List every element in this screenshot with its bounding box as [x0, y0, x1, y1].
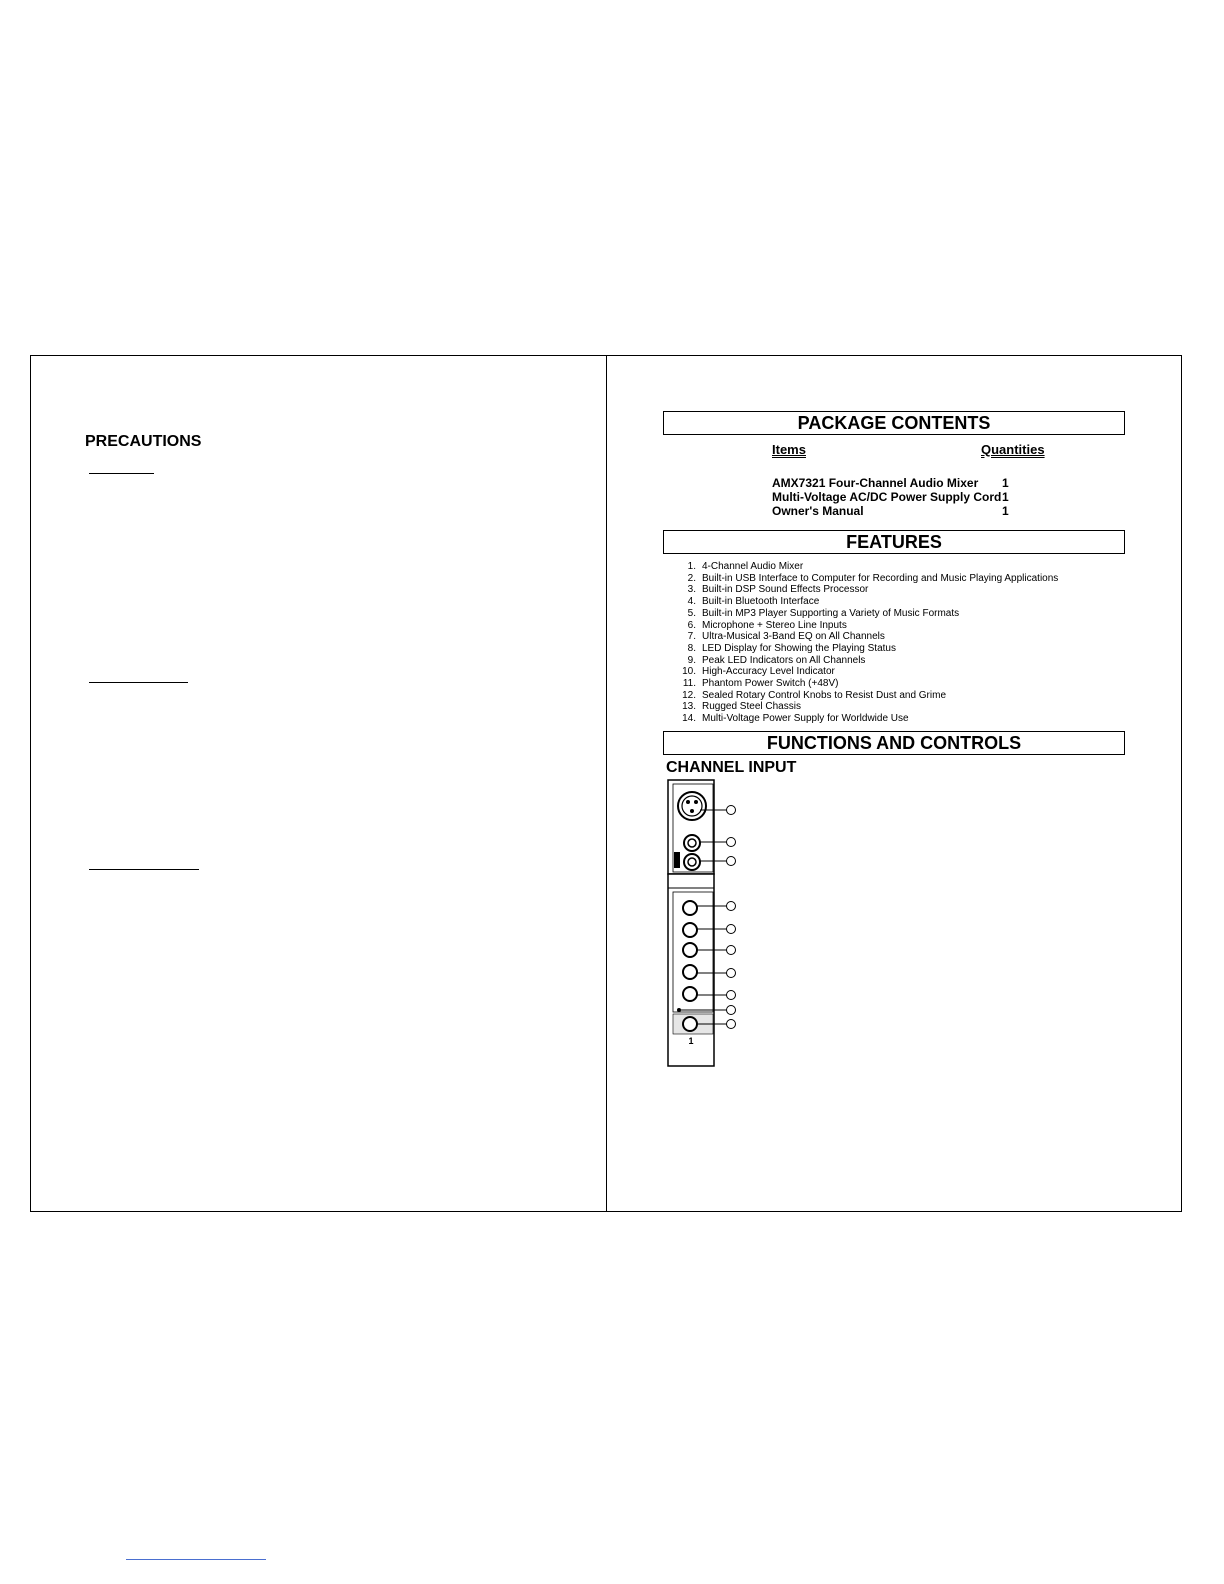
package-row [772, 490, 1042, 504]
feature-item: 6. Microphone + Stereo Line Inputs [687, 619, 847, 631]
feature-item: 1. 4-Channel Audio Mixer [687, 561, 804, 572]
mid-eq-knob-icon [683, 943, 697, 957]
package-row [772, 504, 1042, 518]
channel-strip-diagram [660, 776, 760, 1072]
line-input-jack-icon [684, 835, 700, 851]
xlr-input-icon [678, 792, 706, 820]
phantom-switch-icon [674, 852, 680, 868]
package-item: AMX7321 Four-Channel Audio Mixer [772, 476, 979, 490]
package-qty: 1 [1002, 504, 1009, 518]
low-eq-knob-icon [683, 965, 697, 979]
feature-item: 7. Ultra-Musical 3-Band EQ on All Channels [687, 631, 885, 643]
bottom-link-underline [126, 1559, 266, 1560]
precautions-rule-1 [89, 473, 154, 474]
feature-item: 11. Phantom Power Switch (+48V) [682, 678, 839, 690]
package-item: Multi-Voltage AC/DC Power Supply Cord [772, 490, 1002, 504]
feature-item: 3. Built-in DSP Sound Effects Processor [687, 584, 869, 596]
feature-item: 2. Built-in USB Interface to Computer for Recording and Music Playing Applications [687, 572, 1059, 584]
package-row [772, 476, 1042, 490]
precautions-rule-3 [89, 869, 199, 870]
gain-knob-icon [683, 901, 697, 915]
package-contents-heading: PACKAGE CONTENTS [663, 411, 1125, 435]
page-divider [606, 355, 607, 1212]
feature-item: 13. Rugged Steel Chassis [682, 701, 801, 713]
insert-jack-icon [684, 854, 700, 870]
effect-send-knob-icon [683, 987, 697, 1001]
feature-item: 12. Sealed Rotary Control Knobs to Resist Dust and Grime [682, 689, 946, 701]
features-list [670, 561, 1058, 725]
feature-item: 9. Peak LED Indicators on All Channels [687, 654, 866, 666]
peak-led-icon [677, 1008, 681, 1012]
precautions-title: PRECAUTIONS [85, 433, 202, 450]
channel-input-title: CHANNEL INPUT [666, 759, 797, 776]
high-eq-knob-icon [683, 923, 697, 937]
package-qty: 1 [1002, 490, 1009, 504]
feature-item: 10. High-Accuracy Level Indicator [682, 666, 835, 678]
channel-number-label: 1 [688, 1036, 694, 1046]
functions-controls-heading: FUNCTIONS AND CONTROLS [663, 731, 1125, 755]
feature-item: 5. Built-in MP3 Player Supporting a Variety of Music Formats [687, 607, 960, 619]
package-item: Owner's Manual [772, 504, 864, 518]
items-column-header: Items [772, 442, 806, 457]
feature-item: 4. Built-in Bluetooth Interface [687, 596, 820, 608]
package-qty: 1 [1002, 476, 1009, 490]
feature-item: 14. Multi-Voltage Power Supply for Worldwide Use [682, 713, 909, 725]
features-heading: FEATURES [663, 530, 1125, 554]
precautions-rule-2 [89, 682, 188, 683]
feature-item: 8. LED Display for Showing the Playing Status [687, 642, 896, 654]
quantities-column-header: Quantities [981, 442, 1045, 457]
